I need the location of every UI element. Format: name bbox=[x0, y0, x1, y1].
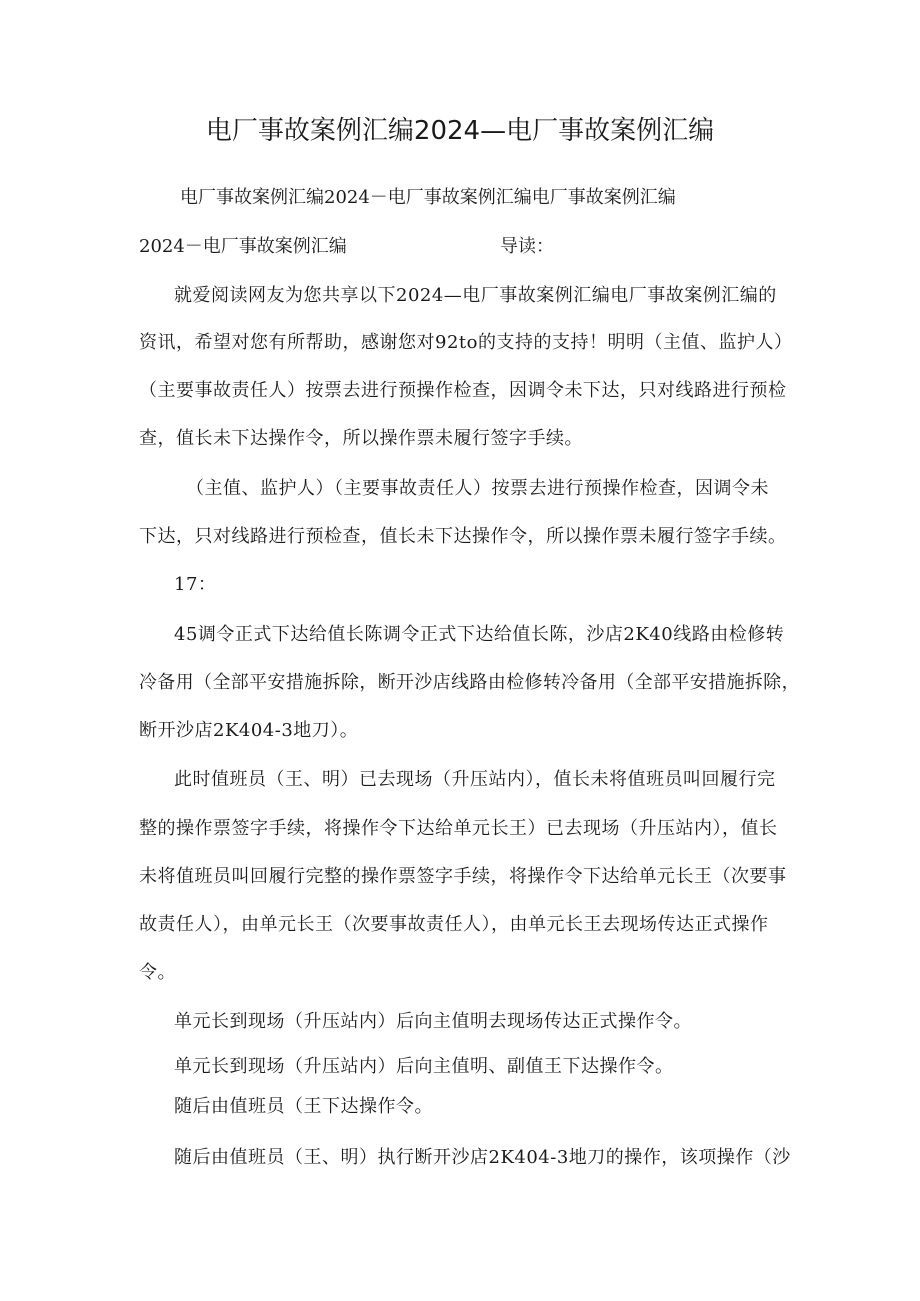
subtitle-line: 电厂事故案例汇编2024－电厂事故案例汇编电厂事故案例汇编 bbox=[180, 187, 676, 208]
paragraph-line: 就爱阅读网友为您共享以下2024—电厂事故案例汇编电厂事故案例汇编的 bbox=[174, 285, 777, 306]
paragraph-line: 整的操作票签字手续，将操作令下达给单元长王）已去现场（升压站内），值长 bbox=[139, 818, 778, 839]
paragraph-line: 资讯，希望对您有所帮助，感谢您对92to的支持的支持！明明（主值、监护人） bbox=[139, 332, 793, 353]
paragraph-line: 45调令正式下达给值长陈调令正式下达给值长陈，沙店2K40线路由检修转 bbox=[174, 624, 785, 645]
paragraph-line: 查，值长未下达操作令，所以操作票未履行签字手续。 bbox=[139, 428, 583, 449]
paragraph-line: 故责任人），由单元长王（次要事故责任人），由单元长王去现场传达正式操作 bbox=[139, 914, 769, 935]
paragraph-line: 下达，只对线路进行预检查，值长未下达操作令，所以操作票未履行签字手续。 bbox=[139, 526, 787, 547]
guide-label: 导读： bbox=[500, 236, 554, 257]
paragraph-line: 未将值班员叫回履行完整的操作票签字手续，将操作令下达给单元长王（次要事 bbox=[139, 866, 787, 887]
paragraph-line: 单元长到现场（升压站内）后向主值明去现场传达正式操作令。 bbox=[174, 1011, 692, 1032]
paragraph-line: （主要事故责任人）按票去进行预操作检查，因调令未下达，只对线路进行预检 bbox=[139, 380, 787, 401]
paragraph-line: 17： bbox=[174, 574, 217, 595]
paragraph-line: 随后由值班员（王下达操作令。 bbox=[174, 1096, 433, 1117]
paragraph-line: 此时值班员（王、明）已去现场（升压站内），值长未将值班员叫回履行完 bbox=[174, 769, 776, 790]
document-title: 电厂事故案例汇编2024—电厂事故案例汇编 bbox=[205, 116, 715, 146]
subtitle-line: 2024－电厂事故案例汇编 bbox=[139, 236, 347, 257]
paragraph-line: （主值、监护人）（主要事故责任人）按票去进行预操作检查，因调令未 bbox=[186, 478, 769, 499]
paragraph-line: 随后由值班员（王、明）执行断开沙店2K404-3地刀的操作，该项操作（沙 bbox=[174, 1147, 791, 1168]
paragraph-line: 令。 bbox=[139, 962, 176, 983]
paragraph-line: 断开沙店2K404-3地刀）。 bbox=[139, 720, 359, 741]
paragraph-line: 冷备用（全部平安措施拆除，断开沙店线路由检修转冷备用（全部平安措施拆除， bbox=[139, 672, 800, 693]
paragraph-line: 单元长到现场（升压站内）后向主值明、副值王下达操作令。 bbox=[174, 1056, 674, 1077]
